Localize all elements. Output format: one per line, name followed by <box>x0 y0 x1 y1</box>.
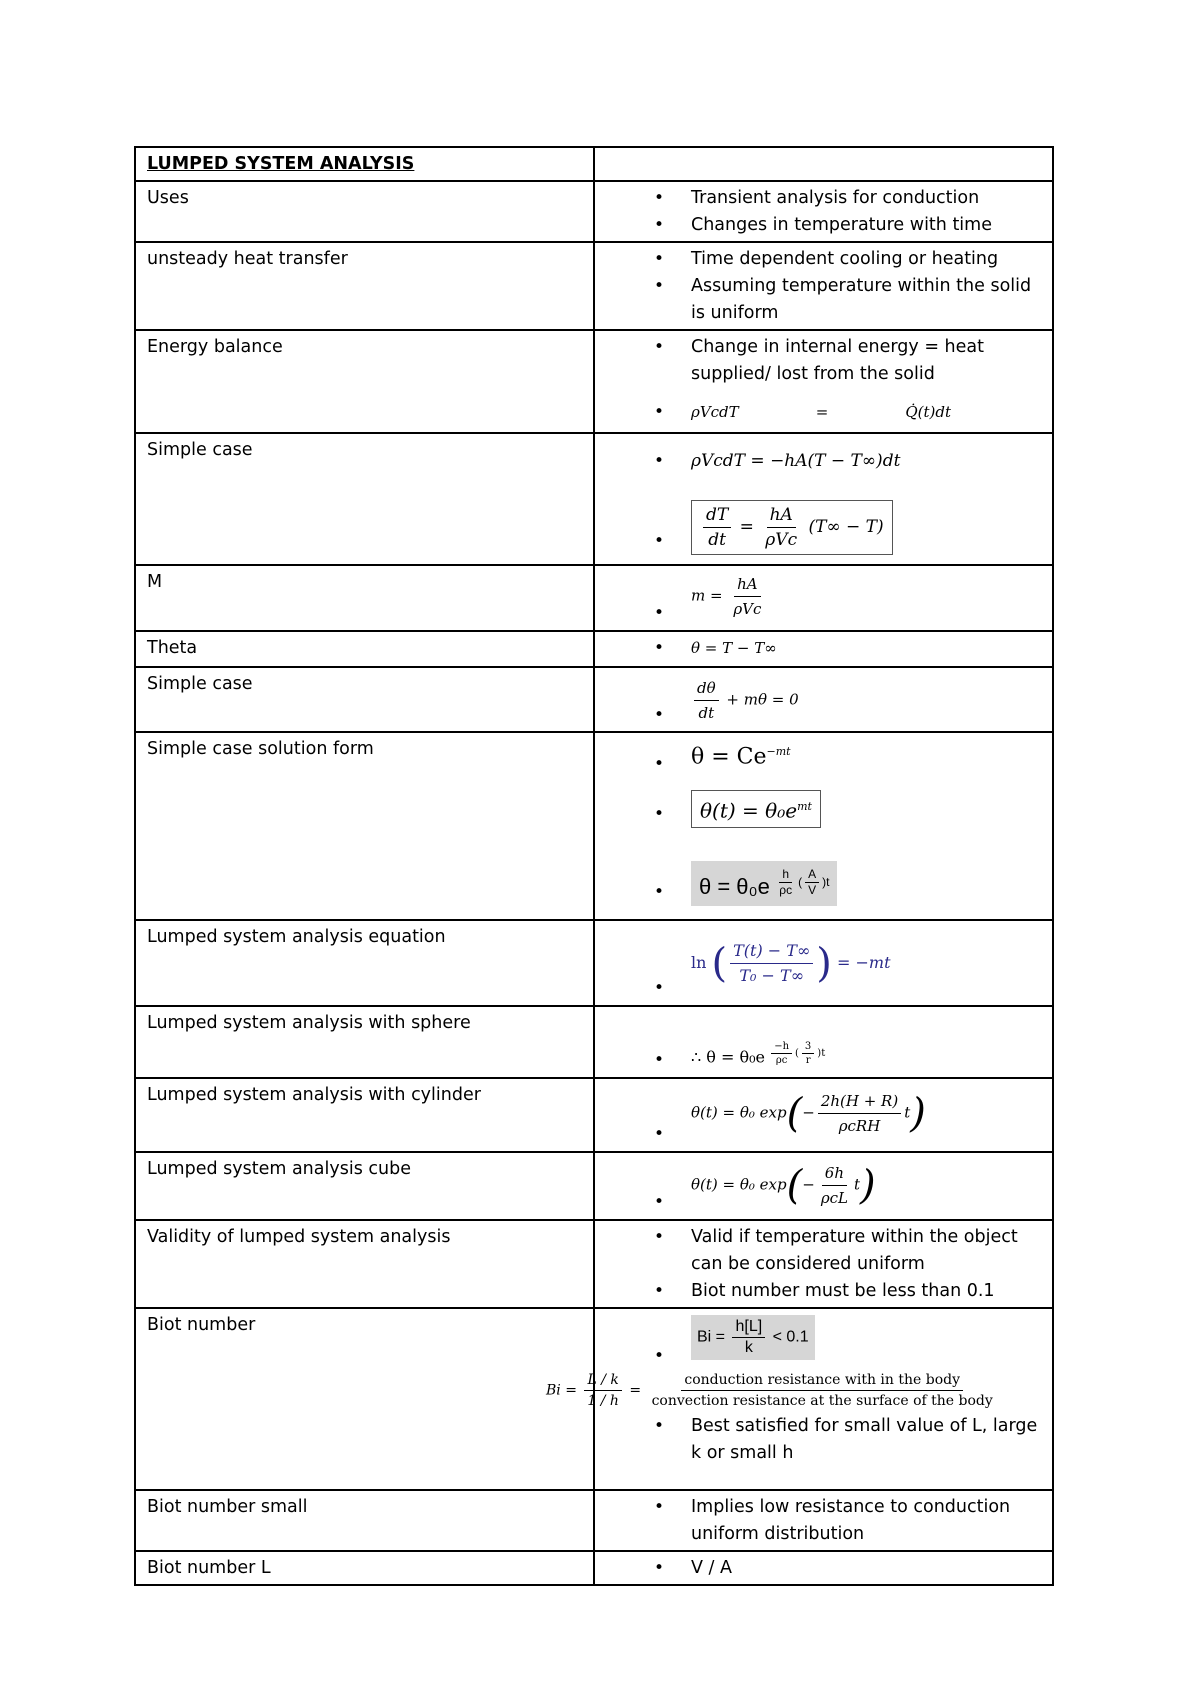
table-row <box>135 1490 1053 1551</box>
row-content <box>594 1078 1053 1152</box>
row-label: Uses <box>135 181 594 242</box>
row-content <box>594 667 1053 732</box>
equation-item <box>606 475 1042 555</box>
row-content <box>594 631 1053 667</box>
row-content <box>594 1551 1053 1585</box>
table-row <box>135 920 1053 1006</box>
simple-case-equation: • ρVcdT = −hA(T − T∞)dt <box>691 451 901 471</box>
table-row <box>135 631 1053 667</box>
row-label: Simple case solution form <box>135 732 594 920</box>
table-row <box>135 1152 1053 1220</box>
document-sheet <box>134 146 1052 1586</box>
row-content <box>594 920 1053 1006</box>
table-row <box>135 565 1053 631</box>
row-label: Energy balance <box>135 330 594 433</box>
list-item: • Transient analysis for conduction <box>606 185 1042 212</box>
table-row <box>135 147 1053 181</box>
list-item: • Change in internal energy = heat supplied/ lost from the solid <box>606 334 1042 388</box>
row-content <box>594 330 1053 433</box>
row-content <box>594 433 1053 565</box>
row-label: Biot number small <box>135 1490 594 1551</box>
biot-criterion: • Bi = $\frac{h[L]}{k}$ < 0.1 <box>691 1315 815 1360</box>
row-label: Lumped system analysis with cylinder <box>135 1078 594 1152</box>
table-row <box>135 732 1053 920</box>
list-item: • Changes in temperature with time <box>606 212 1042 239</box>
row-content <box>594 732 1053 920</box>
list-item: • V / A <box>606 1555 1042 1582</box>
row-label: Lumped system analysis with sphere <box>135 1006 594 1078</box>
table-row <box>135 1006 1053 1078</box>
row-label: Biot number <box>135 1308 594 1490</box>
list-item: • Implies low resistance to conduction uniform distribution <box>606 1494 1042 1548</box>
row-content <box>594 181 1053 242</box>
equation-item <box>606 778 1042 828</box>
sphere-equation: • ∴ θ = θ₀e $^{\frac{-h}{\rho c} ( \frac{3}{r} )t}$ <box>691 1040 826 1066</box>
list-item: • Time dependent cooling or heating <box>606 246 1042 273</box>
empty-cell <box>594 147 1053 181</box>
list-item: • Biot number must be less than 0.1 <box>606 1278 1042 1305</box>
row-label: Simple case <box>135 433 594 565</box>
cube-equation: • θ(t) = θ₀ exp(− $\frac{6h}{\text{ρcL}}$ t) <box>691 1162 876 1209</box>
equation-item <box>606 569 1042 627</box>
table-row <box>135 1220 1053 1308</box>
energy-equation: • ρVcdT = Q̇(t)dt <box>691 403 951 421</box>
list-item: • Valid if temperature within the object can be considered uniform <box>606 1224 1042 1278</box>
row-label: unsteady heat transfer <box>135 242 594 330</box>
row-content <box>594 1220 1053 1308</box>
solution-equation-1: • $\theta = Ce^{-mt}$ <box>691 744 791 769</box>
dtheta-equation: • $\frac{d\theta}{dt}$ + mθ = 0 <box>691 676 799 725</box>
row-content <box>594 242 1053 330</box>
table-row <box>135 1308 1053 1490</box>
table-row <box>135 1551 1053 1585</box>
cylinder-equation: • θ(t) = θ₀ exp(− $\frac{2h(H + R)}{\text{ρcRH}}$ t) <box>691 1090 926 1137</box>
row-label: Validity of lumped system analysis <box>135 1220 594 1308</box>
row-label: Lumped system analysis equation <box>135 920 594 1006</box>
theta-equation: θ = T − T∞ <box>691 639 777 657</box>
equation-item <box>606 671 1042 729</box>
row-content <box>594 565 1053 631</box>
equation-item <box>606 635 1042 662</box>
row-content <box>594 1006 1053 1078</box>
list-item: • Best satisfied for small value of L, large k or small h <box>606 1413 1042 1467</box>
table-row <box>135 433 1053 565</box>
equation-item <box>606 736 1042 778</box>
row-label: Theta <box>135 631 594 667</box>
row-content <box>594 1152 1053 1220</box>
list-item: • Assuming temperature within the solid is uniform <box>606 273 1042 327</box>
row-label: Biot number L <box>135 1551 594 1585</box>
row-content <box>546 1308 1053 1490</box>
row-label: Simple case <box>135 667 594 732</box>
equation-item <box>606 1156 1042 1216</box>
table-row <box>135 242 1053 330</box>
m-equation: • m = $\frac{hA}{\text{ρVc}}$ <box>691 572 767 621</box>
equation-item <box>606 388 1042 426</box>
equation-item <box>606 1010 1042 1074</box>
solution-equation-3: • θ = θ₀e $^{\frac{h}{\rho c} ( \frac{A}{V} )t}$ <box>691 861 837 906</box>
equation-item <box>606 828 1042 906</box>
table-row <box>135 181 1053 242</box>
equation-item <box>606 1312 1042 1370</box>
row-label: M <box>135 565 594 631</box>
lumped-system-table <box>134 146 1054 1586</box>
row-content <box>594 1490 1053 1551</box>
lumped-log-equation: • ln ( $\frac{T(t) - T\infty}{\text{T₀ − T∞}}$ ) = −mt <box>691 940 891 987</box>
table-row <box>135 667 1053 732</box>
boxed-ode: • $\frac{dT}{dt}$ = $\frac{hA}{\text{ρVc}}$ (T∞ − T) <box>691 500 893 555</box>
solution-equation-2: • $\theta(t) = \theta_0e^{mt}$ <box>691 790 821 828</box>
equation-item <box>606 437 1042 475</box>
biot-definition: Bi = $\frac{L / k}{1 / h}$ = $\frac{\text{conduction resistance with in the body}}{\text{convection resistance at the surface of the body}}$ <box>546 1372 993 1409</box>
table-row <box>135 330 1053 433</box>
table-row <box>135 1078 1053 1152</box>
equation-item <box>606 1082 1042 1148</box>
table-title: LUMPED SYSTEM ANALYSIS <box>135 147 594 181</box>
row-label: Lumped system analysis cube <box>135 1152 594 1220</box>
equation-item <box>606 924 1042 1002</box>
